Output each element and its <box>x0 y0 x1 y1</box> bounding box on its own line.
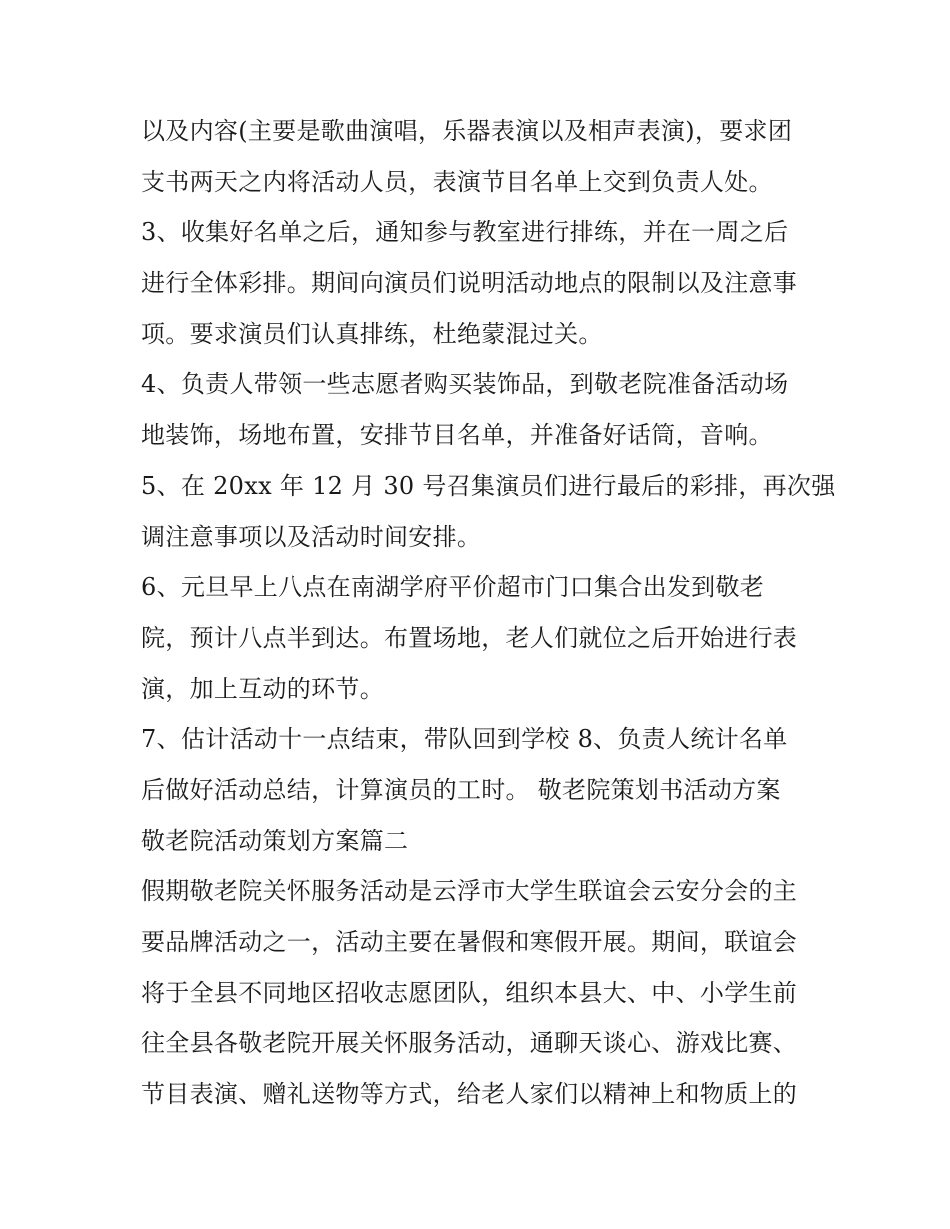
document-body <box>141 106 836 1120</box>
text-line: 6、元旦早上八点在南湖学府平价超市门口集合出发到敬老 <box>141 573 765 602</box>
text-line: 假期敬老院关怀服务活动是云浮市大学生联谊会云安分会的主 <box>141 877 798 906</box>
text-line: 地装饰，场地布置，安排节目名单，并准备好话筒，音响。 <box>141 421 773 450</box>
text-line: 进行全体彩排。期间向演员们说明活动地点的限制以及注意事 <box>141 269 798 298</box>
text-line: 支书两天之内将活动人员，表演节目名单上交到负责人处。 <box>141 167 773 196</box>
text-line: 院，预计八点半到达。布置场地，老人们就位之后开始进行表 <box>141 623 798 652</box>
text-line: 以及内容(主要是歌曲演唱，乐器表演以及相声表演)，要求团 <box>141 117 793 145</box>
text-line: 项。要求演员们认真排练，杜绝蒙混过关。 <box>141 319 603 348</box>
text-line: 7、估计活动十一点结束，带队回到学校 8、负责人统计名单 <box>141 725 788 754</box>
text-line: 演，加上互动的环节。 <box>141 674 384 703</box>
text-line: 4、负责人带领一些志愿者购买装饰品，到敬老院准备活动场 <box>141 370 789 399</box>
text-line: 将于全县不同地区招收志愿团队，组织本县大、中、小学生前 <box>141 978 798 1007</box>
text-line: 节目表演、赠礼送物等方式，给老人家们以精神上和物质上的 <box>141 1080 798 1109</box>
text-line: 3、收集好名单之后，通知参与教室进行排练，并在一周之后 <box>141 218 789 247</box>
text-line: 后做好活动总结，计算演员的工时。 敬老院策划书活动方案 <box>141 775 781 804</box>
text-line: 要品牌活动之一，活动主要在暑假和寒假开展。期间，联谊会 <box>141 928 798 956</box>
text-line: 5、在 20xx 年 12 月 30 号召集演员们进行最后的彩排，再次强 <box>141 471 836 500</box>
section-title: 敬老院活动策划方案篇二 <box>141 826 409 855</box>
text-line: 调注意事项以及活动时间安排。 <box>141 522 482 551</box>
text-line: 往全县各敬老院开展关怀服务活动，通聊天谈心、游戏比赛、 <box>141 1029 798 1058</box>
